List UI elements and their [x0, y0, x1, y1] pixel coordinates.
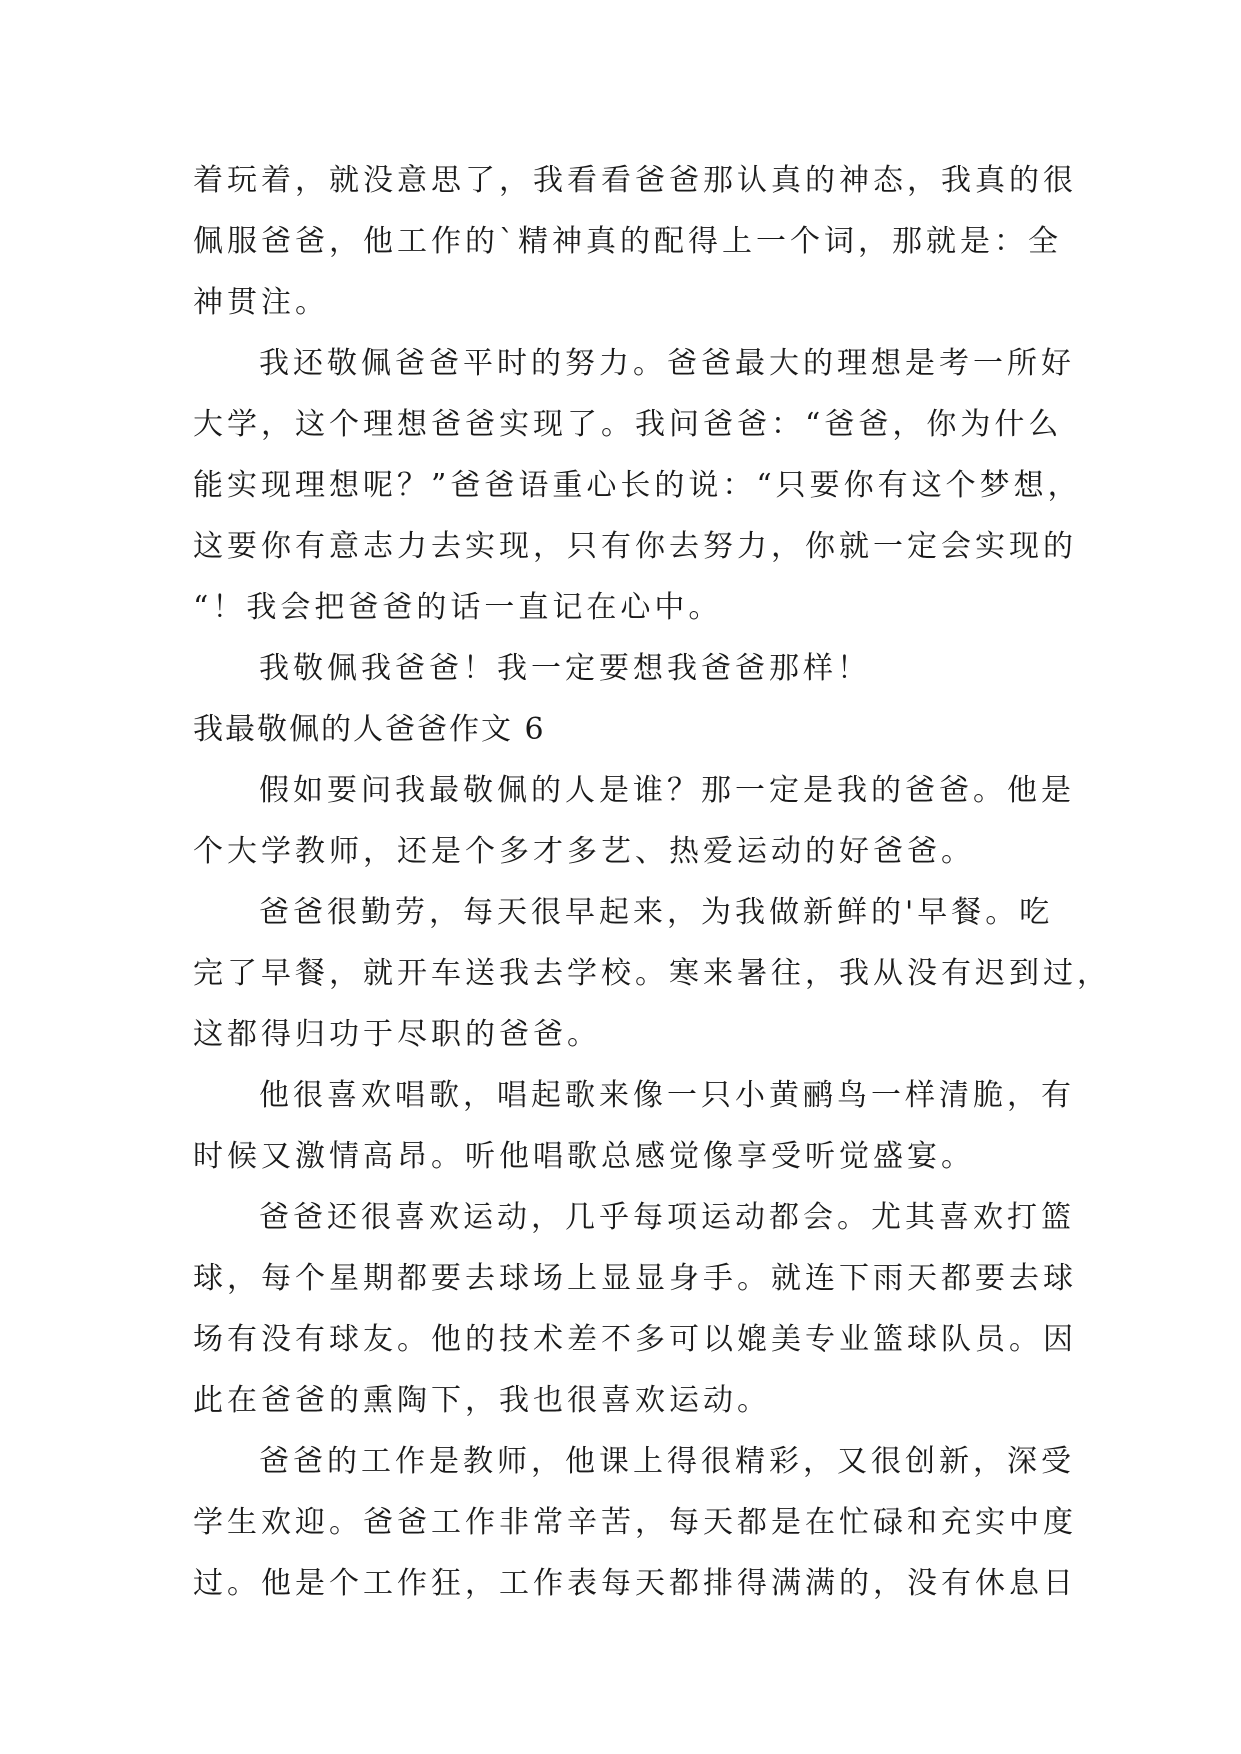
text-line: 这都得归功于尽职的爸爸。	[193, 1017, 601, 1052]
text-line: 能实现理想呢？”爸爸语重心长的说：“只要你有这个梦想，	[193, 468, 1082, 503]
text-line: 个大学教师，还是个多才多艺、热爱运动的好爸爸。	[193, 834, 975, 869]
text-line: 他很喜欢唱歌，唱起歌来像一只小黄鹂鸟一样清脆，有	[259, 1078, 1075, 1113]
text-line: 场有没有球友。他的技术差不多可以媲美专业篮球队员。因	[193, 1322, 1077, 1357]
text-line: 爸爸很勤劳，每天很早起来，为我做新鲜的'早餐。吃	[259, 895, 1054, 930]
text-line: 佩服爸爸，他工作的`精神真的配得上一个词，那就是：全	[193, 224, 1062, 259]
text-line: 爸爸的工作是教师，他课上得很精彩，又很创新，深受	[259, 1444, 1075, 1479]
text-line: 时候又激情高昂。听他唱歌总感觉像享受听觉盛宴。	[193, 1139, 975, 1174]
text-line: 过。他是个工作狂，工作表每天都排得满满的，没有休息日	[193, 1566, 1077, 1601]
text-line: “！我会把爸爸的话一直记在心中。	[193, 590, 723, 625]
text-line: 学生欢迎。爸爸工作非常辛苦，每天都是在忙碌和充实中度	[193, 1505, 1077, 1540]
text-line: 着玩着，就没意思了，我看看爸爸那认真的神态，我真的很	[193, 163, 1077, 198]
text-line: 球，每个星期都要去球场上显显身手。就连下雨天都要去球	[193, 1261, 1077, 1296]
text-line: 此在爸爸的熏陶下，我也很喜欢运动。	[193, 1383, 771, 1418]
text-line: 我还敬佩爸爸平时的努力。爸爸最大的理想是考一所好	[259, 346, 1075, 381]
section-heading: 我最敬佩的人爸爸作文 6	[193, 712, 546, 747]
text-line: 假如要问我最敬佩的人是谁？那一定是我的爸爸。他是	[259, 773, 1075, 808]
text-line: 神贯注。	[193, 285, 329, 320]
text-line: 这要你有意志力去实现，只有你去努力，你就一定会实现的	[193, 529, 1077, 564]
text-line: 我敬佩我爸爸！我一定要想我爸爸那样！	[259, 651, 871, 686]
document-body	[193, 150, 1111, 1614]
text-line: 爸爸还很喜欢运动，几乎每项运动都会。尤其喜欢打篮	[259, 1200, 1075, 1235]
text-line: 完了早餐，就开车送我去学校。寒来暑往，我从没有迟到过，	[193, 956, 1111, 991]
text-line: 大学，这个理想爸爸实现了。我问爸爸：“爸爸，你为什么	[193, 407, 1063, 442]
